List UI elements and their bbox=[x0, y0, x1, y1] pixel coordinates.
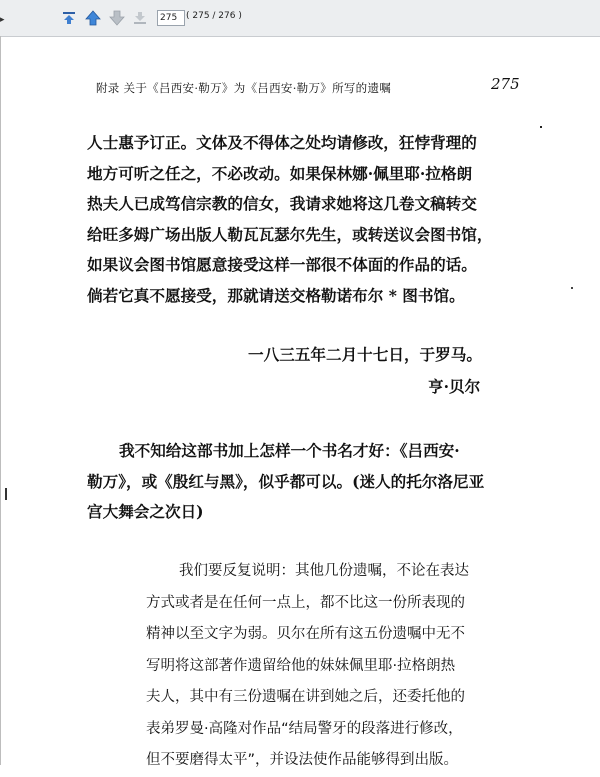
collapse-arrow-icon[interactable]: ▸ bbox=[0, 15, 5, 25]
previous-page-icon[interactable] bbox=[84, 9, 102, 27]
text-line: 给旺多姆广场出版人勒瓦瓦瑟尔先生，或转送议会图书馆， bbox=[87, 224, 493, 244]
page-left-edge bbox=[0, 36, 1, 765]
scan-speck bbox=[571, 287, 573, 289]
text-line: 勒万》，或《殷红与黑》，似乎都可以。(迷人的托尔洛尼亚 bbox=[87, 471, 485, 491]
signature-name: 亨·贝尔 bbox=[428, 377, 481, 396]
paragraph-1 bbox=[87, 128, 527, 311]
text-line: 人士惠予订正。文体及不得体之处均请修改，狂悖背理的 bbox=[87, 133, 477, 152]
signature-date: 一八三五年二月十七日，于罗马。 bbox=[248, 345, 482, 364]
text-line: 表弟罗曼·高隆对作品“结局警牙的段落进行修改， bbox=[146, 720, 463, 737]
next-page-icon[interactable] bbox=[108, 9, 126, 27]
page-number: 275 bbox=[491, 75, 520, 93]
paragraph-3 bbox=[146, 556, 526, 777]
running-header: 附录 关于《吕西安·勒万》为《吕西安·勒万》所写的遗嘱 bbox=[96, 81, 392, 95]
text-line: 但不要磨得太平”，并设法使作品能够得到出版。 bbox=[146, 752, 459, 768]
text-line: 精神以至文字为弱。贝尔在所有这五份遗嘱中无不 bbox=[146, 626, 465, 642]
paragraph-2 bbox=[87, 436, 527, 528]
text-line: 倘若它真不愿接受，那就请送交格勒诺布尔 * 图书馆。 bbox=[87, 285, 465, 305]
text-line: 如果议会图书馆愿意接受这样一部很不体面的作品的话。 bbox=[87, 255, 477, 274]
toolbar bbox=[0, 0, 600, 37]
text-line: 热夫人已成笃信宗教的信女，我请求她将这几卷文稿转交 bbox=[87, 194, 477, 213]
last-page-icon[interactable] bbox=[131, 9, 149, 27]
text-line: 宫大舞会之次日) bbox=[87, 502, 204, 521]
text-line: 我们要反复说明：其他几份遗嘱，不论在表达 bbox=[179, 563, 469, 579]
scan-speck bbox=[5, 488, 7, 500]
fit-page-icon[interactable] bbox=[60, 9, 78, 27]
text-line: 地方可听之任之，不必改动。如果保林娜·佩里耶·拉格朗 bbox=[87, 163, 473, 183]
scan-speck bbox=[540, 126, 542, 128]
text-line: 方式或者是在任何一点上，都不比这一份所表现的 bbox=[146, 594, 465, 611]
text-line: 我不知给这部书加上怎样一个书名才好：《吕西安· bbox=[119, 441, 460, 460]
text-line: 夫人，其中有三份遗嘱在讲到她之后，还委托他的 bbox=[146, 689, 465, 705]
text-line: 写明将这部著作遗留给他的妹妹佩里耶·拉格朗热 bbox=[146, 657, 456, 674]
page-number-input[interactable]: 275 bbox=[157, 10, 185, 26]
page-count: ( 275 / 276 ) bbox=[186, 11, 242, 21]
